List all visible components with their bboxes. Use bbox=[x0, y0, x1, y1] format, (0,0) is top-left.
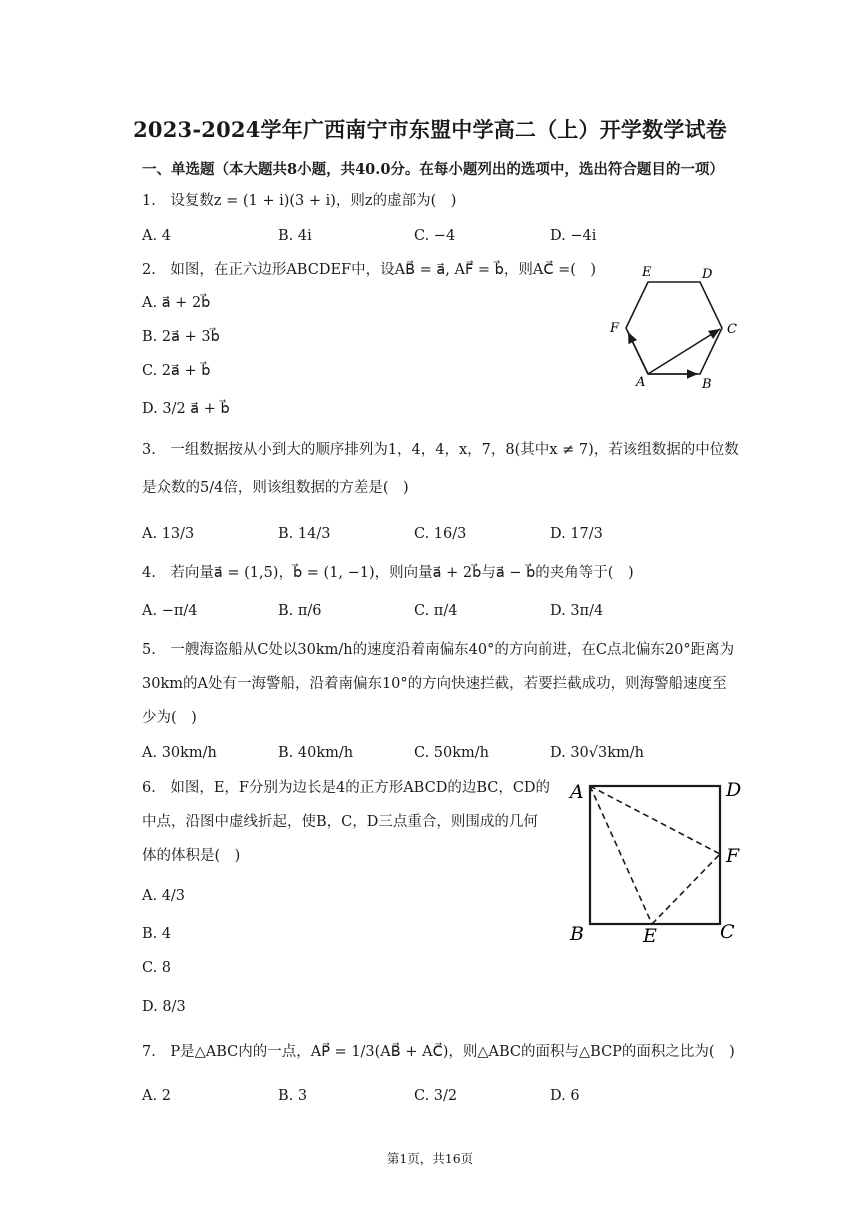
question-1-option-c[interactable]: C. −4 bbox=[414, 228, 456, 244]
question-3-option-c[interactable]: C. 16/3 bbox=[414, 526, 467, 542]
question-5-stem-line-3: 少为( ) bbox=[142, 710, 197, 726]
label-b: B bbox=[570, 923, 584, 942]
fold-line-ef bbox=[652, 854, 720, 924]
question-4-option-c[interactable]: C. π/4 bbox=[414, 603, 458, 619]
question-5-option-a[interactable]: A. 30km/h bbox=[142, 745, 217, 761]
question-1-stem: 1. 设复数z = (1 + i)(3 + i)，则z的虚部为( ) bbox=[142, 193, 457, 209]
question-4-option-a[interactable]: A. −π/4 bbox=[142, 603, 198, 619]
question-6-option-b[interactable]: B. 4 bbox=[142, 926, 172, 942]
question-4-option-b[interactable]: B. π/6 bbox=[278, 603, 322, 619]
question-2-option-c[interactable]: C. 2a⃗ + b⃗ bbox=[142, 363, 211, 379]
label-e: E bbox=[643, 925, 657, 942]
hexagon-figure bbox=[600, 262, 750, 392]
question-5-option-b[interactable]: B. 40km/h bbox=[278, 745, 354, 761]
question-3-option-a[interactable]: A. 13/3 bbox=[142, 526, 195, 542]
question-7-option-a[interactable]: A. 2 bbox=[142, 1088, 171, 1104]
square-fold-figure bbox=[566, 772, 750, 942]
question-3-stem-line-2: 是众数的5/4倍，则该组数据的方差是( ) bbox=[142, 480, 409, 496]
fold-line-ae bbox=[590, 786, 652, 924]
question-5-option-d[interactable]: D. 30√3km/h bbox=[550, 745, 645, 761]
label-c: C bbox=[720, 921, 735, 942]
question-1-option-a[interactable]: A. 4 bbox=[142, 228, 171, 244]
question-5-option-c[interactable]: C. 50km/h bbox=[414, 745, 490, 761]
section-heading: 一、单选题（本大题共8小题，共40.0分。在每小题列出的选项中，选出符合题目的一项） bbox=[142, 161, 724, 178]
page-footer: 第1页，共16页 bbox=[386, 1151, 474, 1166]
page-title: 2023-2024学年广西南宁市东盟中学高二（上）开学数学试卷 bbox=[133, 117, 727, 142]
question-1-option-d[interactable]: D. −4i bbox=[550, 228, 597, 244]
hexagon-outline bbox=[626, 282, 722, 374]
question-1-option-b[interactable]: B. 4i bbox=[278, 228, 312, 244]
question-7-option-b[interactable]: B. 3 bbox=[278, 1088, 308, 1104]
question-4-option-d[interactable]: D. 3π/4 bbox=[550, 603, 604, 619]
label-c: C bbox=[727, 322, 737, 337]
label-d: D bbox=[726, 779, 742, 801]
question-7-option-d[interactable]: D. 6 bbox=[550, 1088, 580, 1104]
question-3-option-d[interactable]: D. 17/3 bbox=[550, 526, 603, 542]
question-5-stem-line-2: 30km的A处有一海警船，沿着南偏东10°的方向快速拦截，若要拦截成功，则海警船速度至 bbox=[142, 676, 727, 692]
question-6-stem-line-3: 体的体积是( ) bbox=[142, 848, 241, 864]
label-d: D bbox=[702, 267, 713, 282]
question-2-stem: 2. 如图，在正六边形ABCDEF中，设AB⃗ = a⃗, AF⃗ = b⃗，则AC⃗ =( ) bbox=[142, 262, 597, 278]
question-7-stem: 7. P是△ABC内的一点，AP⃗ = 1/3(AB⃗ + AC⃗)，则△ABC的面积与△BCP的面积之比为( ) bbox=[142, 1044, 735, 1060]
question-5-stem-line-1: 5. 一艘海盗船从C处以30km/h的速度沿着南偏东40°的方向前进，在C点北偏东20°距离为 bbox=[142, 642, 735, 658]
vector-ac bbox=[648, 329, 720, 374]
question-3-option-b[interactable]: B. 14/3 bbox=[278, 526, 331, 542]
question-6-option-d[interactable]: D. 8/3 bbox=[142, 999, 186, 1015]
question-6-option-c[interactable]: C. 8 bbox=[142, 960, 172, 976]
vector-af bbox=[628, 332, 648, 374]
question-2-option-a[interactable]: A. a⃗ + 2b⃗ bbox=[142, 295, 211, 311]
label-f: F bbox=[610, 321, 620, 336]
question-7-option-c[interactable]: C. 3/2 bbox=[414, 1088, 458, 1104]
question-2-option-d[interactable]: D. 3/2 a⃗ + b⃗ bbox=[142, 401, 230, 417]
label-f: F bbox=[726, 845, 740, 867]
question-6-stem-line-2: 中点，沿图中虚线折起，使B，C，D三点重合，则围成的几何 bbox=[142, 814, 538, 830]
label-a: A bbox=[636, 375, 646, 390]
question-4-stem: 4. 若向量a⃗ = (1,5)，b⃗ = (1, −1)，则向量a⃗ + 2b⃗与a⃗ − b⃗的夹角等于( ) bbox=[142, 565, 634, 581]
question-3-stem-line-1: 3. 一组数据按从小到大的顺序排列为1，4，4，x，7，8(其中x ≠ 7)，若该组数据的中位数 bbox=[142, 442, 739, 458]
fold-line-af bbox=[590, 786, 720, 854]
label-b: B bbox=[702, 377, 712, 392]
label-e: E bbox=[642, 265, 652, 280]
question-6-stem-line-1: 6. 如图，E，F分别为边长是4的正方形ABCD的边BC，CD的 bbox=[142, 780, 551, 796]
question-2-option-b[interactable]: B. 2a⃗ + 3b⃗ bbox=[142, 329, 220, 345]
label-a: A bbox=[570, 781, 584, 803]
square-outline bbox=[590, 786, 720, 924]
question-6-option-a[interactable]: A. 4/3 bbox=[142, 888, 186, 904]
